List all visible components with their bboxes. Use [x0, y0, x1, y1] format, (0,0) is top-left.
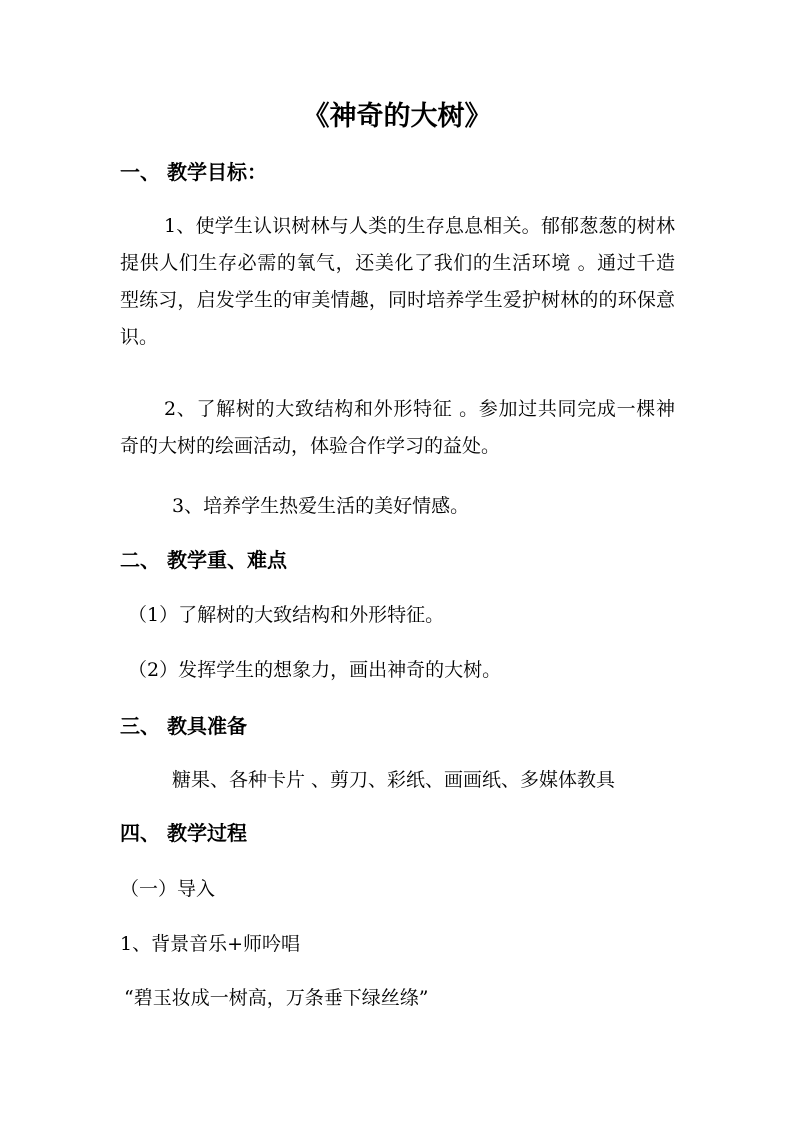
section-heading-key-points: 二、 教学重、难点 [120, 548, 287, 572]
process-subheading-intro: （一）导入 [120, 878, 216, 900]
key-point-1: （1）了解树的大致结构和外形特征。 [128, 604, 445, 626]
materials-list: 糖果、各种卡片 、剪刀、彩纸、画画纸、多媒体教具 [172, 769, 616, 791]
objective-paragraph-1 [120, 208, 675, 356]
objective-text-2: 2、了解树的大致结构和外形特征 。参加过共同完成一棵神奇的大树的绘画活动，体验合作学习的益处。 [120, 398, 675, 457]
objective-text-1: 1、使学生认识树林与人类的生存息息相关。郁郁葱葱的树林提供人们生存必需的氧气，还美化了我们的生活环境 。通过千造型练习，启发学生的审美情趣，同时培养学生爱护树林的的环保意识。 [120, 215, 675, 348]
objective-text-3: 3、培养学生热爱生活的美好情感。 [172, 495, 470, 517]
process-step-1: 1、背景音乐+师吟唱 [120, 933, 301, 955]
section-heading-materials: 三、 教具准备 [120, 714, 247, 738]
section-heading-process: 四、 教学过程 [120, 821, 247, 845]
objective-paragraph-2 [120, 391, 675, 465]
document-title: 《神奇的大树》 [302, 101, 492, 132]
section-heading-objectives: 一、 教学目标： [120, 160, 267, 184]
process-quote: “碧玉妆成一树高，万条垂下绿丝绦” [124, 987, 429, 1009]
key-point-2: （2）发挥学生的想象力，画出神奇的大树。 [128, 659, 502, 681]
